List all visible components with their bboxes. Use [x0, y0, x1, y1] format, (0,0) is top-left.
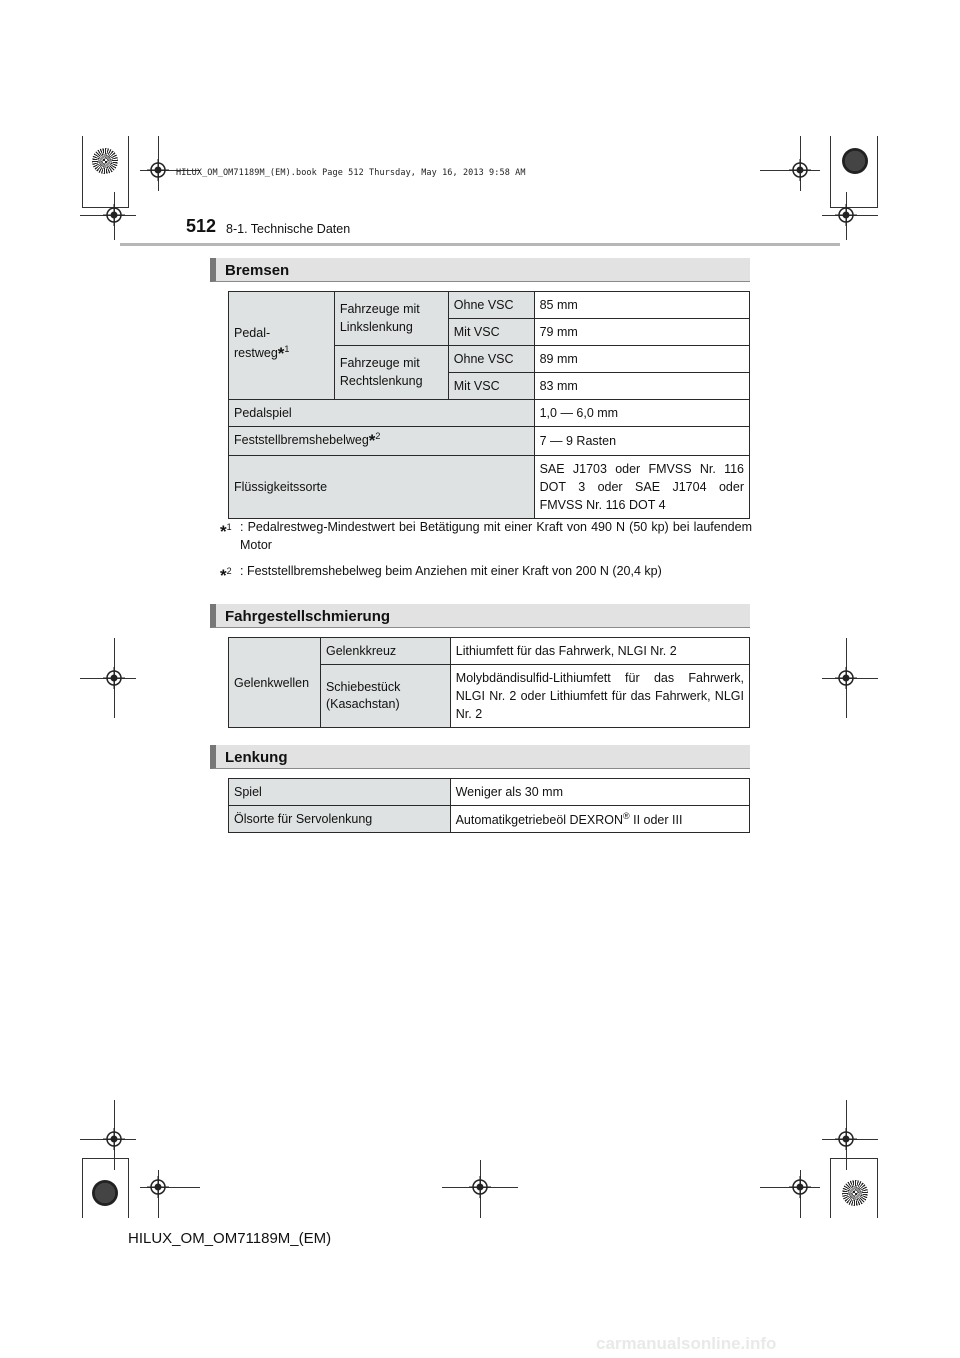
registration-target-icon	[103, 1128, 125, 1150]
oil-value-suffix: II oder III	[629, 813, 683, 827]
footnote-ref: 2	[226, 566, 232, 576]
table-cell	[229, 427, 535, 456]
table-cell: Ölsorte für Servolenkung	[229, 806, 451, 833]
crop-mark	[82, 1158, 83, 1218]
footnote	[220, 518, 752, 554]
section-header-brakes	[210, 258, 750, 282]
steering-table	[228, 778, 750, 833]
header-divider	[120, 243, 840, 246]
table-cell	[450, 806, 749, 833]
registration-target-icon	[835, 667, 857, 689]
footnote-star-icon: *	[368, 431, 376, 450]
table-cell: 83 mm	[534, 373, 749, 400]
table-cell: Ohne VSC	[448, 346, 534, 373]
registration-target-icon	[147, 159, 169, 181]
section-title: Bremsen	[225, 262, 290, 279]
registered-mark: ®	[623, 811, 630, 821]
page-number: 512	[186, 216, 217, 236]
rosette-mark-icon	[92, 1180, 118, 1206]
table-cell: Mit VSC	[448, 373, 534, 400]
table-cell: Gelenkkreuz	[320, 638, 450, 665]
table-cell: Mit VSC	[448, 319, 534, 346]
table-cell	[229, 292, 335, 400]
table-cell: Flüssigkeitssorte	[229, 456, 535, 519]
section-title: Lenkung	[225, 749, 288, 766]
registration-target-icon	[103, 204, 125, 226]
footnote-text: : Pedalrestweg-Mindestwert bei Betätigung mit einer Kraft von 490 N (50 kp) bei laufendem Motor	[240, 520, 752, 552]
table-cell: Gelenkwellen	[229, 638, 321, 728]
table-cell: Schiebestück (Kasachstan)	[320, 665, 450, 728]
crop-mark	[877, 1158, 878, 1218]
watermark: carmanualsonline.info	[596, 1334, 777, 1353]
table-cell: Molybdändisulfid-Lithiumfett für das Fahrwerk, NLGI Nr. 2 oder Lithiumfett für das Fahrwerk, NLGI Nr. 2	[450, 665, 749, 728]
footnote-star-icon: *	[277, 344, 285, 364]
crop-mark	[830, 1158, 877, 1159]
table-cell: Fahrzeuge mit Linkslenkung	[334, 292, 448, 346]
rosette-mark-icon	[842, 148, 868, 174]
footnote-star-icon: *	[220, 566, 227, 585]
table-cell: Weniger als 30 mm	[450, 779, 749, 806]
chassis-table	[228, 637, 750, 728]
rosette-mark-icon	[842, 1180, 868, 1206]
table-row	[229, 427, 750, 456]
table-row	[229, 806, 750, 833]
footnote-ref: 2	[375, 431, 381, 441]
table-cell: Spiel	[229, 779, 451, 806]
registration-target-icon	[147, 1176, 169, 1198]
table-cell: 1,0 — 6,0 mm	[534, 400, 749, 427]
print-info: HILUX_OM_OM71189M_(EM).book Page 512 Thursday, May 16, 2013 9:58 AM	[176, 168, 526, 178]
table-cell: SAE J1703 oder FMVSS Nr. 116 DOT 3 oder SAE J1704 oder FMVSS Nr. 116 DOT 4	[534, 456, 749, 519]
table-row	[229, 456, 750, 519]
footnote-ref: 1	[284, 344, 290, 355]
table-row	[229, 292, 750, 319]
pedal-label: Pedal- restweg	[234, 325, 278, 361]
crop-mark	[128, 1158, 129, 1218]
footnote-star-icon: *	[220, 522, 227, 541]
registration-target-icon	[469, 1176, 491, 1198]
table-cell: Fahrzeuge mit Rechtslenkung	[334, 346, 448, 400]
document-code: HILUX_OM_OM71189M_(EM)	[128, 1230, 332, 1247]
table-cell: 79 mm	[534, 319, 749, 346]
parking-label: Feststellbremshebelweg	[234, 433, 369, 447]
section-header-steering	[210, 745, 750, 769]
registration-target-icon	[835, 1128, 857, 1150]
crop-mark	[877, 136, 878, 208]
registration-target-icon	[835, 204, 857, 226]
table-cell: Pedalspiel	[229, 400, 535, 427]
table-row	[229, 400, 750, 427]
footnote-ref: 1	[226, 522, 232, 532]
table-row	[229, 779, 750, 806]
table-cell: 89 mm	[534, 346, 749, 373]
crop-mark	[128, 136, 129, 208]
registration-target-icon	[789, 159, 811, 181]
footnote-text: : Feststellbremshebelweg beim Anziehen mit einer Kraft von 200 N (20,4 kp)	[240, 564, 662, 578]
crop-mark	[830, 1158, 831, 1218]
table-cell: Lithiumfett für das Fahrwerk, NLGI Nr. 2	[450, 638, 749, 665]
section-title: Fahrgestellschmierung	[225, 608, 391, 625]
footnote	[220, 562, 752, 585]
chapter-title: 8-1. Technische Daten	[226, 222, 351, 236]
table-row	[229, 638, 750, 665]
table-cell: 85 mm	[534, 292, 749, 319]
crop-mark	[82, 136, 83, 208]
oil-value: Automatikgetriebeöl DEXRON	[455, 813, 623, 827]
section-header-chassis	[210, 604, 750, 628]
registration-target-icon	[789, 1176, 811, 1198]
brakes-table	[228, 291, 750, 519]
crop-mark	[830, 136, 831, 208]
table-cell: 7 — 9 Rasten	[534, 427, 749, 456]
crop-mark	[82, 1158, 128, 1159]
table-cell: Ohne VSC	[448, 292, 534, 319]
rosette-mark-icon	[92, 148, 118, 174]
registration-target-icon	[103, 667, 125, 689]
